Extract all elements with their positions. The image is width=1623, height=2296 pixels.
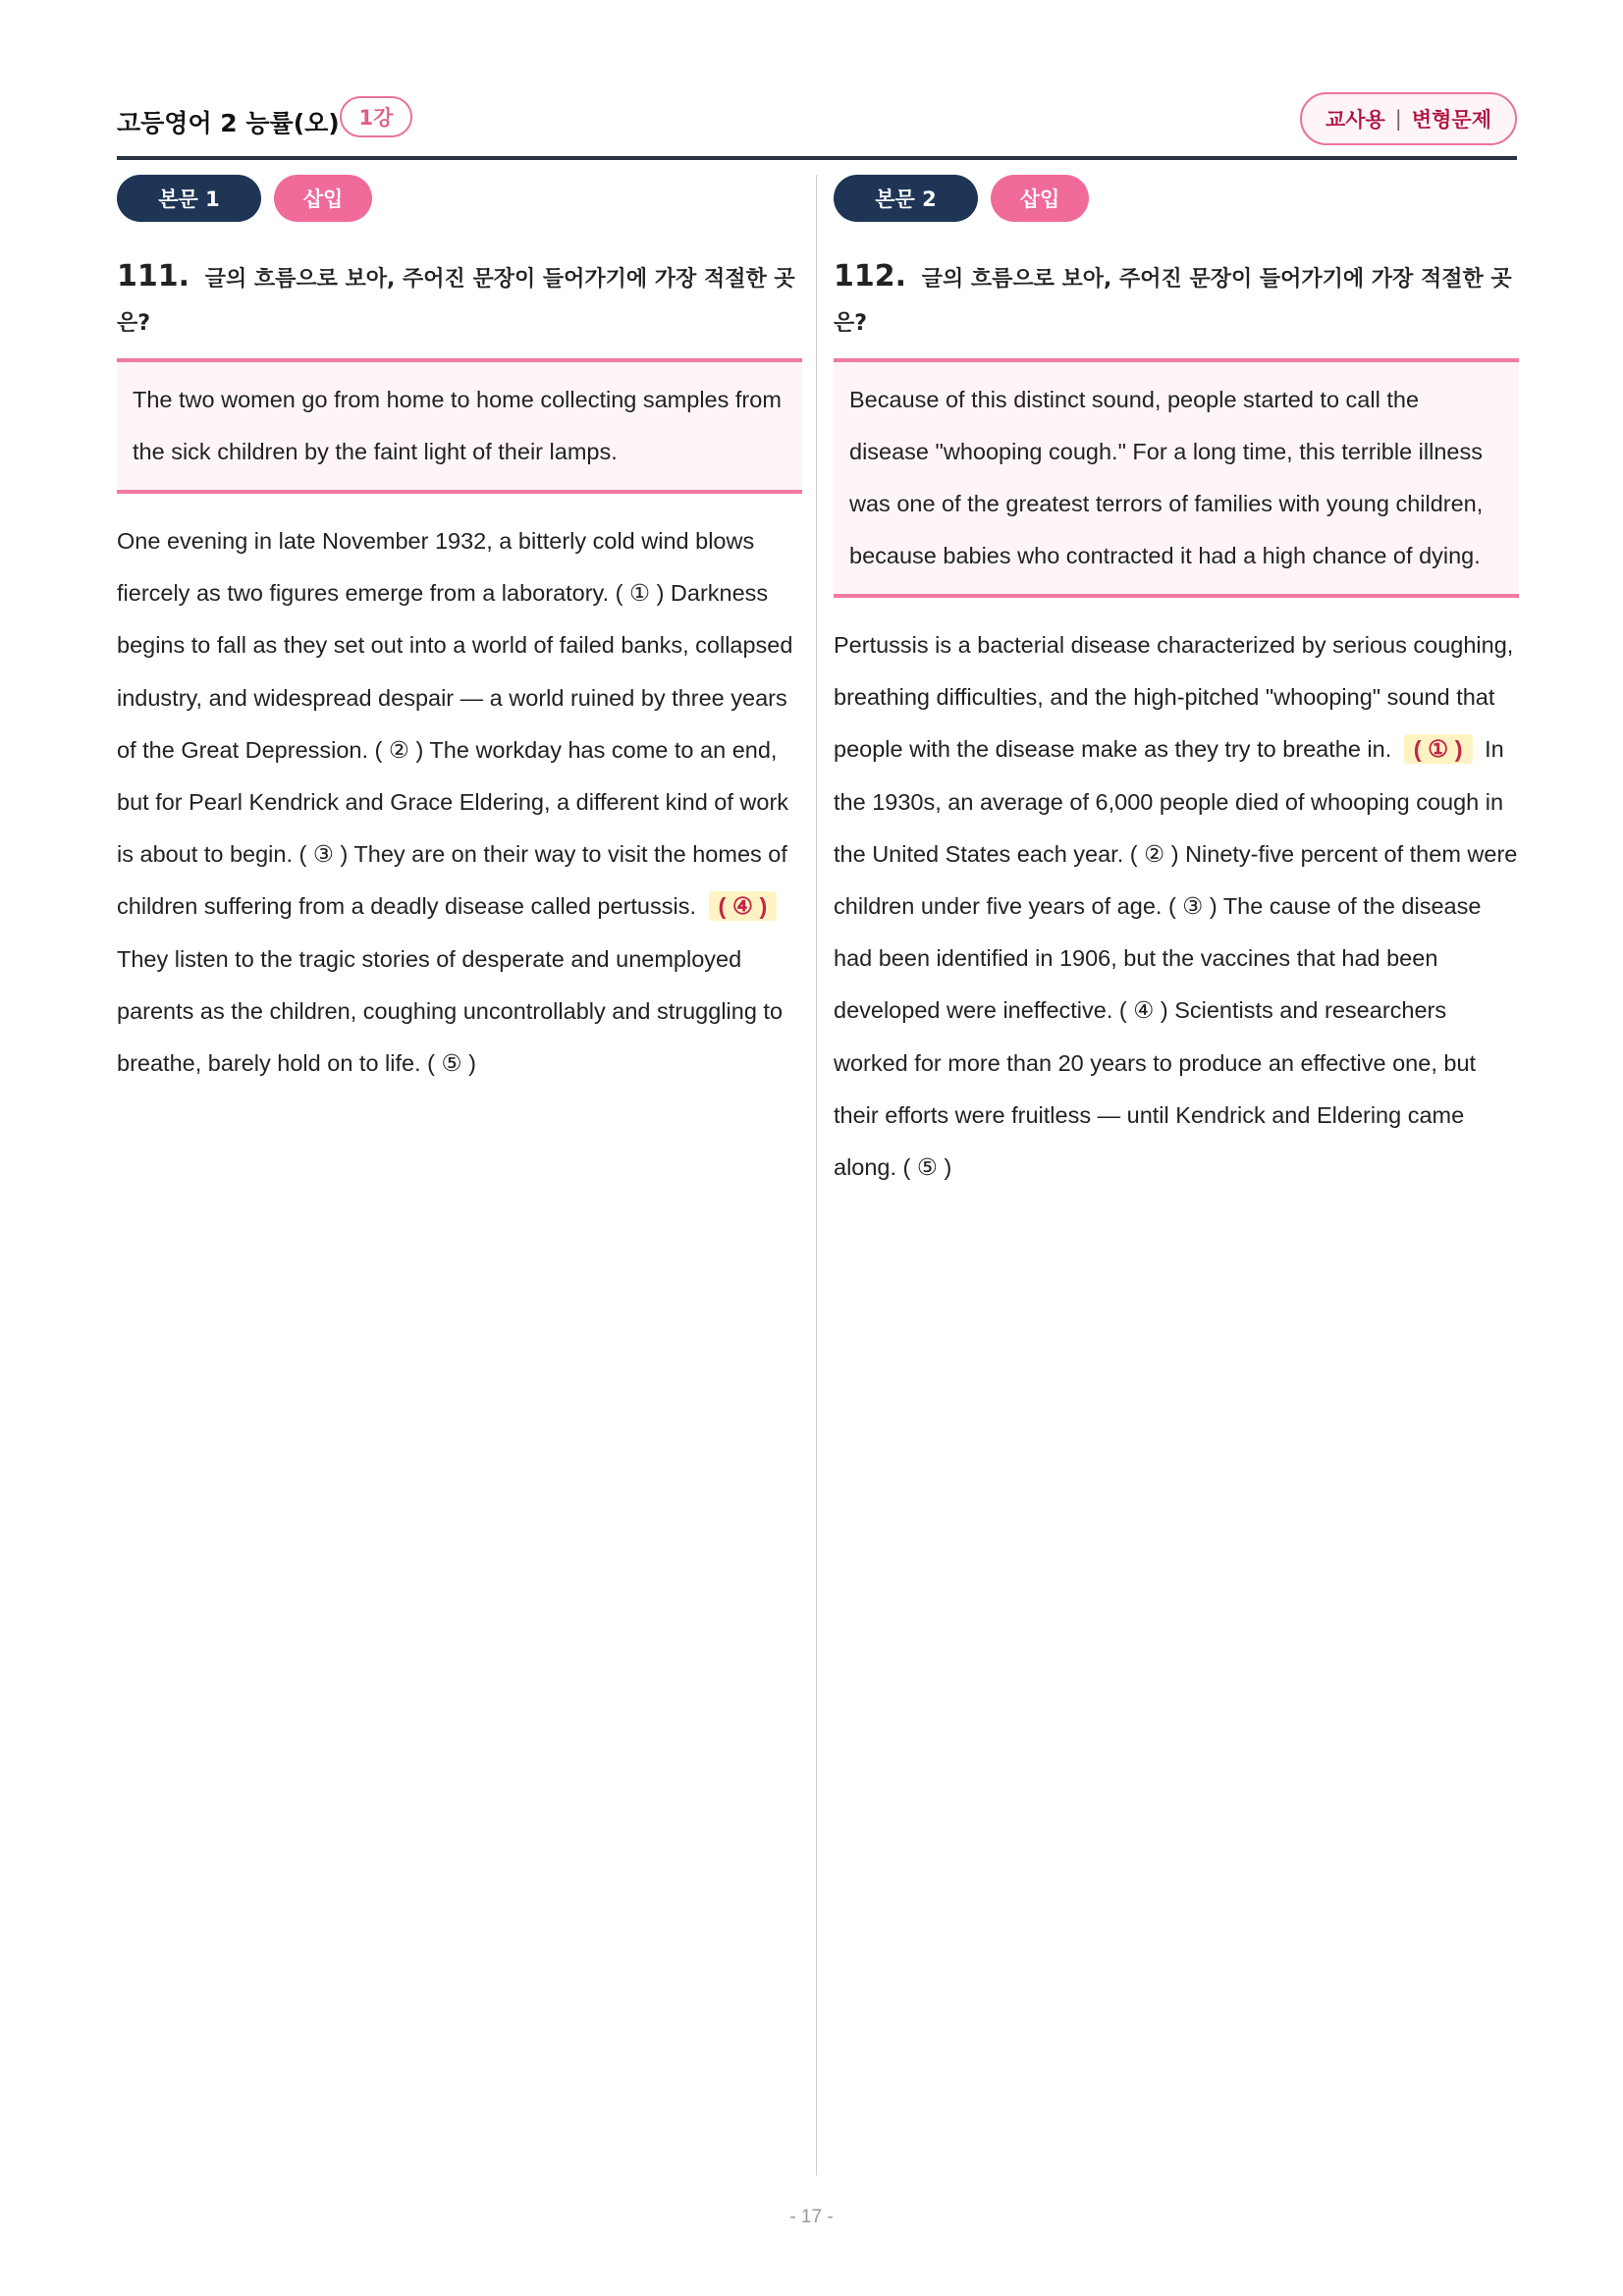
passage-before: One evening in late November 1932, a bitterly cold wind blows fiercely as two figures emerge from a laboratory. ( ① ) Darkness begins to fall as they set out into a world of failed banks, collapsed industry, and widespread despair — a world ruined by three years of the Great Depression. ( ② ) The workday has come to an end, but for Pearl Kendrick and Grace Eldering, a different kind of work is about to begin. ( ③ ) They are on their way to visit the homes of children suffering from a deadly disease called pertussis. <box>117 528 793 920</box>
question-number: 111. <box>117 259 190 294</box>
question-type-label: 변형문제 <box>1411 108 1491 132</box>
given-sentence: The two women go from home to home collecting samples from the sick children by the faint light of their lamps. <box>133 387 782 464</box>
audience-label: 교사용 <box>1325 108 1385 132</box>
answer-marker: ( ① ) <box>1404 734 1473 764</box>
book-title: 고등영어 2 능률(오) <box>117 109 340 137</box>
answer-marker: ( ④ ) <box>709 891 778 921</box>
given-sentence: Because of this distinct sound, people started to call the disease "whooping cough." For a long time, this terrible illness was one of the greatest terrors of families with young children, because babies who contracted it had a high chance of dying. <box>849 387 1484 568</box>
passage-text <box>834 619 1519 1194</box>
passage-tag: 본문 1 <box>117 175 261 222</box>
question-text: 글의 흐름으로 보아, 주어진 문장이 들어가기에 가장 적절한 곳은? <box>834 267 1512 336</box>
left-column <box>117 175 802 1090</box>
given-sentence-box <box>117 358 802 494</box>
passage-before: Pertussis is a bacterial disease characterized by serious coughing, breathing difficulties, and the high-pitched "whooping" sound that people with the disease make as they try to breathe in. <box>834 632 1514 763</box>
question-text: 글의 흐름으로 보아, 주어진 문장이 들어가기에 가장 적절한 곳은? <box>117 267 795 336</box>
right-column <box>834 175 1519 1194</box>
insertion-tag: 삽입 <box>991 175 1089 222</box>
question-111 <box>117 254 802 346</box>
given-sentence-box <box>834 358 1519 598</box>
edition-badge <box>1300 92 1517 145</box>
passage-after: They listen to the tragic stories of desperate and unemployed parents as the children, coughing uncontrollably and struggling to breathe, barely hold on to life. ( ⑤ ) <box>117 945 784 1077</box>
lesson-badge: 1강 <box>340 96 412 137</box>
passage-after: In the 1930s, an average of 6,000 people died of whooping cough in the United States each year. ( ② ) Ninety-five percent of them were children under five years of age. ( ③ ) The cause of the disease had been identified in 1906, but the vaccines that had been developed were ineffective. ( ④ ) Scientists and researchers worked for more than 20 years to produce an effective one, but their efforts were fruitless — until Kendrick and Eldering came along. ( ⑤ ) <box>834 736 1518 1181</box>
insertion-tag: 삽입 <box>274 175 372 222</box>
passage-tag: 본문 2 <box>834 175 978 222</box>
header-rule <box>117 156 1517 160</box>
left-tags <box>117 175 802 222</box>
question-112 <box>834 254 1519 346</box>
passage-text <box>117 515 802 1090</box>
question-number: 112. <box>834 259 907 294</box>
page-header <box>117 96 1517 157</box>
right-tags <box>834 175 1519 222</box>
page-number: - 17 - <box>789 2207 834 2227</box>
badge-separator: | <box>1394 107 1402 131</box>
column-divider <box>816 175 817 2175</box>
